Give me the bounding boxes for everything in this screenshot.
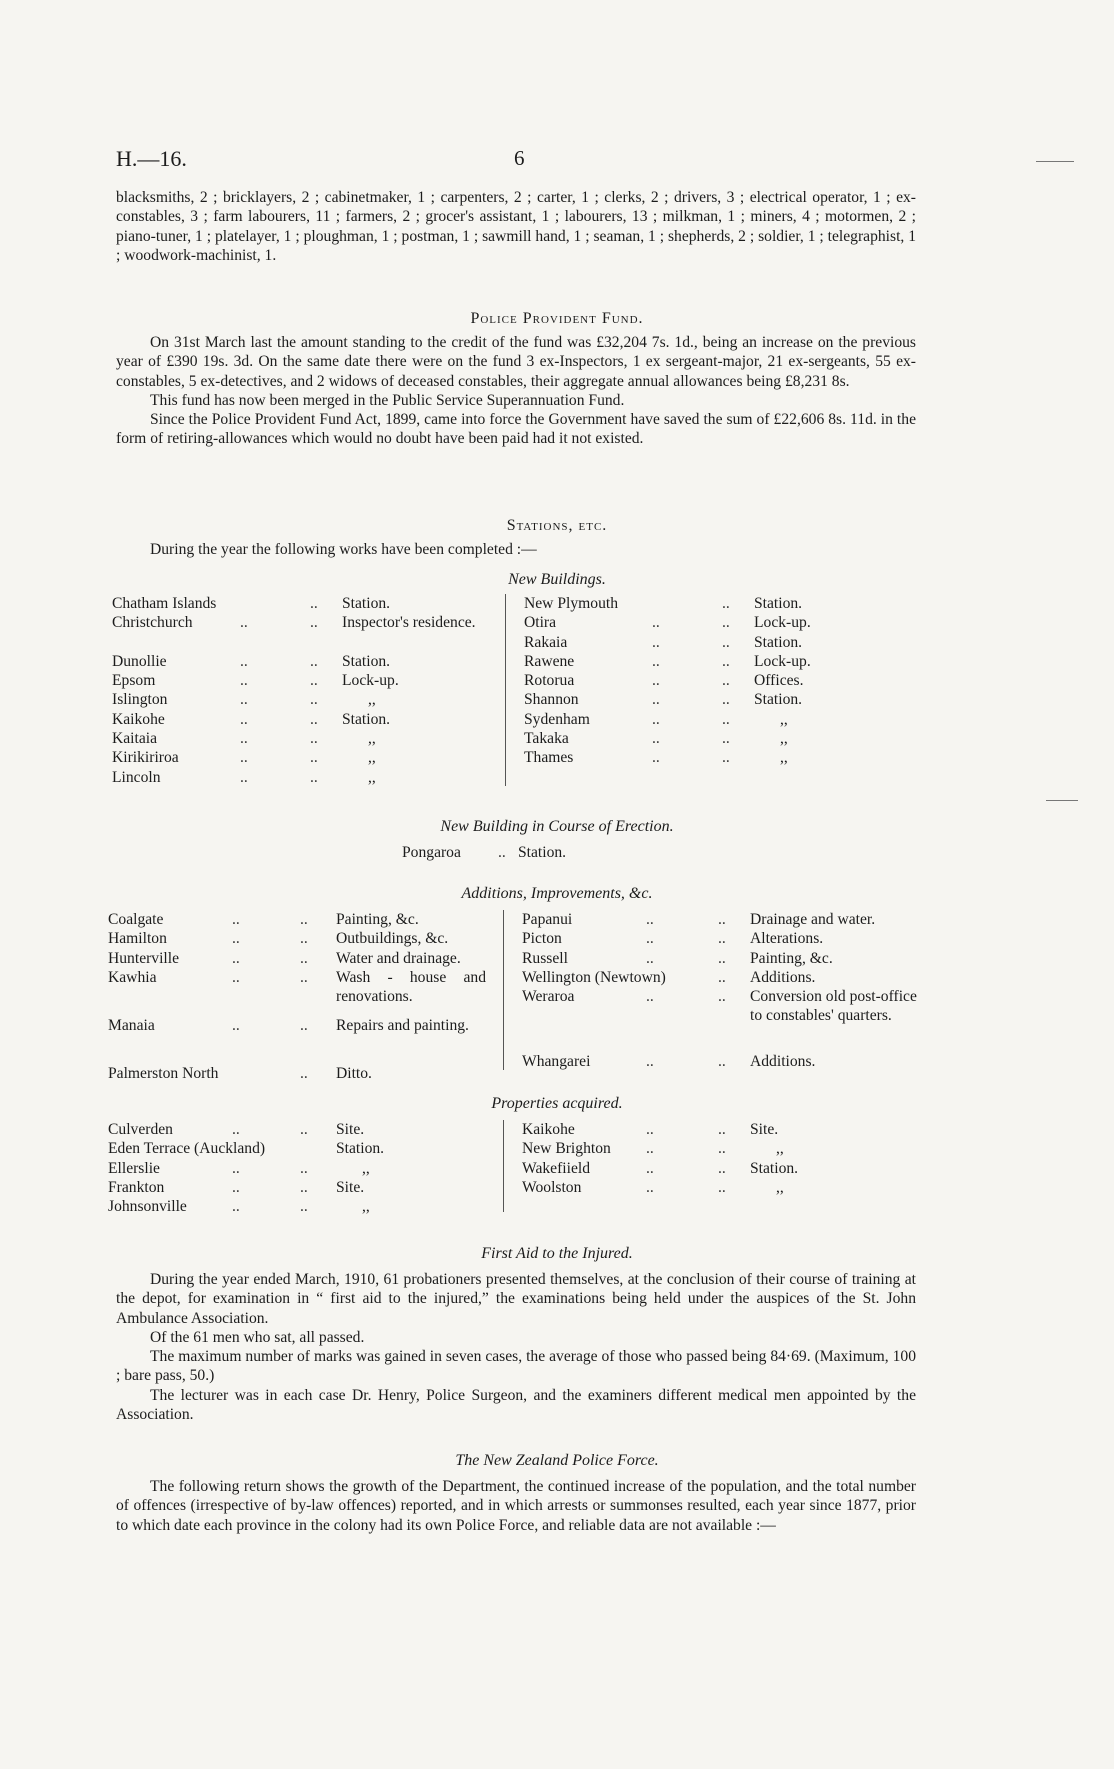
table-row: Wellington (Newtown) .. Additions. [522, 968, 816, 986]
table-row: Otira .. .. Lock-up. [524, 614, 811, 632]
column-divider [505, 594, 506, 786]
first-aid-heading: First Aid to the Injured. [481, 1245, 633, 1262]
table-row: Papanui .. .. Drainage and water. [522, 911, 876, 928]
table-row: Woolston .. .. ,, [522, 1178, 784, 1196]
additions-left-table [108, 910, 500, 1084]
acquired-right-table [522, 1120, 932, 1197]
table-row: Rawene .. .. Lock-up. [524, 652, 811, 670]
table-row: Weraroa .. .. Conversion old post-office to constables' quarters. [522, 988, 917, 1025]
table-row: Shannon .. .. Station. [524, 691, 803, 709]
additions-heading: Additions, Improvements, &c. [461, 885, 653, 902]
provident-fund-heading: Police Provident Fund. [470, 310, 644, 327]
table-row: Epsom .. .. Lock-up. [112, 672, 399, 690]
first-aid-text: During the year ended March, 1910, 61 probationers presented themselves, at the conclusion of their course of training at the depot, for examination in “ first aid to the injured,” the examinations being held under the auspices of the St. John Ambulance Association. Of the 61 men who sat, all passed. The maximum number of marks was gained in seven cases, the average of those who passed being 84·69. (Maximum, 100 ; bare pass, 50.) The lecturer was in each case Dr. Henry, Police Surgeon, and the examiners different medical men appointed by the Association. [116, 1271, 916, 1424]
table-row: Johnsonville .. .. ,, [108, 1198, 370, 1216]
table-row: Hunterville .. .. Water and drainage. [108, 949, 461, 967]
table-row: Coalgate .. .. Painting, &c. [108, 911, 419, 928]
table-row: Wakefiield .. .. Station. [522, 1159, 799, 1177]
in-course-table [402, 843, 702, 862]
page-number: 6 [514, 146, 525, 170]
table-row: Culverden .. .. Site. [108, 1121, 365, 1138]
table-row: Palmerston North .. Ditto. [108, 1065, 372, 1083]
new-buildings-heading: New Buildings. [508, 571, 606, 588]
table-row: Picton .. .. Alterations. [522, 930, 824, 948]
table-row: Russell .. .. Painting, &c. [522, 949, 833, 967]
table-row: Takaka .. .. ,, [524, 730, 788, 748]
new-buildings-right-table [524, 594, 924, 768]
column-divider [503, 910, 504, 1070]
occupations-paragraph: blacksmiths, 2 ; bricklayers, 2 ; cabinetmaker, 1 ; carpenters, 2 ; carter, 1 ; clerks, 2 ; drivers, 3 ; electrical operator, 1 ; ex-constables, 3 ; farm labourers, 11 ; farmers, 2 ; grocer's assistant, 1 ; labourers, 13 ; milkman, 1 ; miners, 4 ; motormen, 2 ; piano-tuner, 1 ; platelayer, 1 ; ploughman, 1 ; postman, 1 ; sawmill hand, 1 ; seaman, 1 ; shepherds, 2 ; soldier, 1 ; telegraphist, 1 ; woodwork-machinist, 1. [116, 189, 916, 264]
table-row: Whangarei .. .. Additions. [522, 1053, 816, 1071]
table-row: Thames .. .. ,, [524, 749, 788, 767]
document-reference: H.—16. [116, 146, 187, 171]
table-row: Sydenham .. .. ,, [524, 710, 788, 728]
additions-right-table [522, 910, 932, 1071]
table-row: Ellerslie .. .. ,, [108, 1159, 370, 1177]
in-course-heading: New Building in Course of Erection. [440, 818, 674, 835]
table-row: Kaikohe .. .. Station. [112, 710, 391, 728]
table-row: Kawhia .. .. Wash - house and renovations. [108, 968, 486, 1006]
stations-heading: Stations, etc. [506, 517, 608, 534]
police-force-text: The following return shows the growth of the Department, the continued increase of the population, and the total number of offences (irrespective of by-law offences) reported, and in which arrests or summonses resulted, each year since 1877, prior to which date each province in the colony had its own Police Force, and reliable data are not available :— [116, 1478, 916, 1534]
table-row: Kaikohe .. .. Site. [522, 1121, 779, 1138]
table-row: Eden Terrace (Auckland) Station. [108, 1140, 385, 1158]
new-buildings-left-table [112, 594, 502, 787]
table-row: Christchurch .. .. Inspector's residence. [112, 614, 476, 632]
table-row: Frankton .. .. Site. [108, 1178, 365, 1196]
table-row: Manaia .. .. Repairs and painting. [108, 1017, 469, 1035]
table-row: Islington .. .. ,, [112, 691, 376, 709]
margin-mark [1046, 800, 1078, 801]
table-row: Kirikiriroa .. .. ,, [112, 749, 376, 767]
table-row: New Brighton .. .. ,, [522, 1140, 784, 1158]
stations-intro: During the year the following works have been completed :— [150, 541, 537, 558]
provident-fund-text: On 31st March last the amount standing to the credit of the fund was £32,204 7s. 1d., being an increase on the previous year of £390 19s. 3d. On the same date there were on the fund 3 ex-Inspectors, 1 ex sergeant-major, 21 ex-sergeants, 55 ex-constables, 5 ex-detectives, and 2 widows of deceased constables, their aggregate annual allowances being £8,231 8s. This fund has now been merged in the Public Service Superannuation Fund. Since the Police Provident Fund Act, 1899, came into force the Government have saved the sum of £22,606 8s. 11d. in the form of retiring-allowances which would no doubt have been paid had it not existed. [116, 334, 916, 448]
police-force-heading: The New Zealand Police Force. [455, 1452, 659, 1469]
acquired-left-table [108, 1120, 500, 1216]
table-row: Rakaia .. .. Station. [524, 633, 803, 651]
table-row: Kaitaia .. .. ,, [112, 730, 376, 748]
margin-mark [1036, 161, 1074, 162]
table-row: Dunollie .. .. Station. [112, 652, 391, 670]
table-row: Pongaroa .. Station. [402, 844, 567, 861]
acquired-heading: Properties acquired. [491, 1095, 623, 1112]
table-row: Lincoln .. .. ,, [112, 768, 376, 786]
table-row: New Plymouth .. Station. [524, 595, 803, 612]
table-row: Rotorua .. .. Offices. [524, 672, 804, 690]
column-divider [503, 1120, 504, 1212]
table-row: Hamilton .. .. Outbuildings, &c. [108, 930, 449, 948]
table-row: Chatham Islands .. Station. [112, 595, 391, 612]
